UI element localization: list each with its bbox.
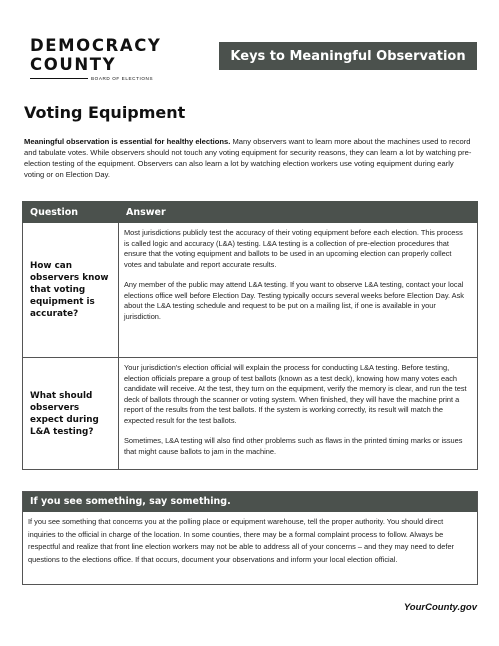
question-cell: What should observers expect during L&A testing? — [23, 358, 119, 470]
answer-cell — [119, 223, 478, 358]
intro-paragraph — [24, 136, 476, 180]
intro-text: Many observers want to learn more about the machines used to record and tabulate votes. While observers should not touch any voting equipment for security reasons, they can learn a lot by watching pre-election testing of the equipment. Observers can also learn a lot by watching election workers use voting equipment during early voting or on Election Day. — [24, 137, 472, 179]
county-logo — [30, 36, 170, 81]
answer-paragraph: Most jurisdictions publicly test the accuracy of their voting equipment before each election. This process is called logic and accuracy (L&A) testing. L&A testing is a collection of pre-election procedures that ensure that the voting equipment and ballots to be used in an upcoming election can properly collect votes and tabulate and report accurate results. — [124, 228, 463, 269]
footer-website: YourCounty.gov — [403, 602, 477, 613]
question-cell: How can observers know that voting equipment is accurate? — [23, 223, 119, 358]
callout-body: If you see something that concerns you at the polling place or equipment warehouse, tell the proper authority. You should direct inquiries to the official in charge of the location. In some counties, there may be a formal complaint process to follow. Always be respectful and realize that front line election workers may not be able to address all of your concerns – and they may need to defer questions to the elections office. If that occurs, document your observations and inform your local election official. — [28, 517, 455, 564]
answer-paragraph: Sometimes, L&A testing will also find other problems such as flaws in the printed timing marks or issues that might cause ballots to jam in the machine. — [124, 436, 463, 456]
header-banner: Keys to Meaningful Observation — [219, 42, 477, 70]
answer-column-header: Answer — [119, 202, 478, 223]
qa-table — [22, 201, 478, 470]
logo-subtitle-text: BOARD OF ELECTIONS — [91, 76, 154, 81]
logo-subtitle — [30, 76, 170, 81]
logo-line-2: COUNTY — [30, 55, 117, 74]
callout-box — [22, 491, 478, 585]
answer-cell — [119, 358, 478, 470]
logo-line-1: DEMOCRACY — [30, 36, 162, 55]
question-column-header: Question — [23, 202, 119, 223]
answer-paragraph: Your jurisdiction's election official will explain the process for conducting L&A testing. Before testing, election officials prepare a group of test ballots (known as a test deck), knowing how many votes each candidate will receive. At the test, they turn on the equipment, verify the memory is clear, and run the test deck of ballots through the scanner or voting system. When finished, they will have the machine print a report of the results from the test ballots. If the system is working correctly, its result will match the expected result for the test ballots. — [124, 363, 467, 425]
table-row — [23, 358, 478, 470]
qa-header-row — [23, 202, 478, 223]
answer-paragraph: Any member of the public may attend L&A testing. If you want to observe L&A testing, contact your local elections office well before Election Day. Testing typically occurs several weeks before Election Day. Ask about the L&A testing schedule and request to be put on a mailing list, if one is available in your jurisdiction. — [124, 280, 464, 321]
callout-heading: If you see something, say something. — [23, 492, 477, 512]
table-row — [23, 223, 478, 358]
page-title: Voting Equipment — [24, 103, 186, 122]
intro-lead: Meaningful observation is essential for healthy elections. — [24, 137, 231, 146]
logo-rule — [30, 78, 88, 80]
